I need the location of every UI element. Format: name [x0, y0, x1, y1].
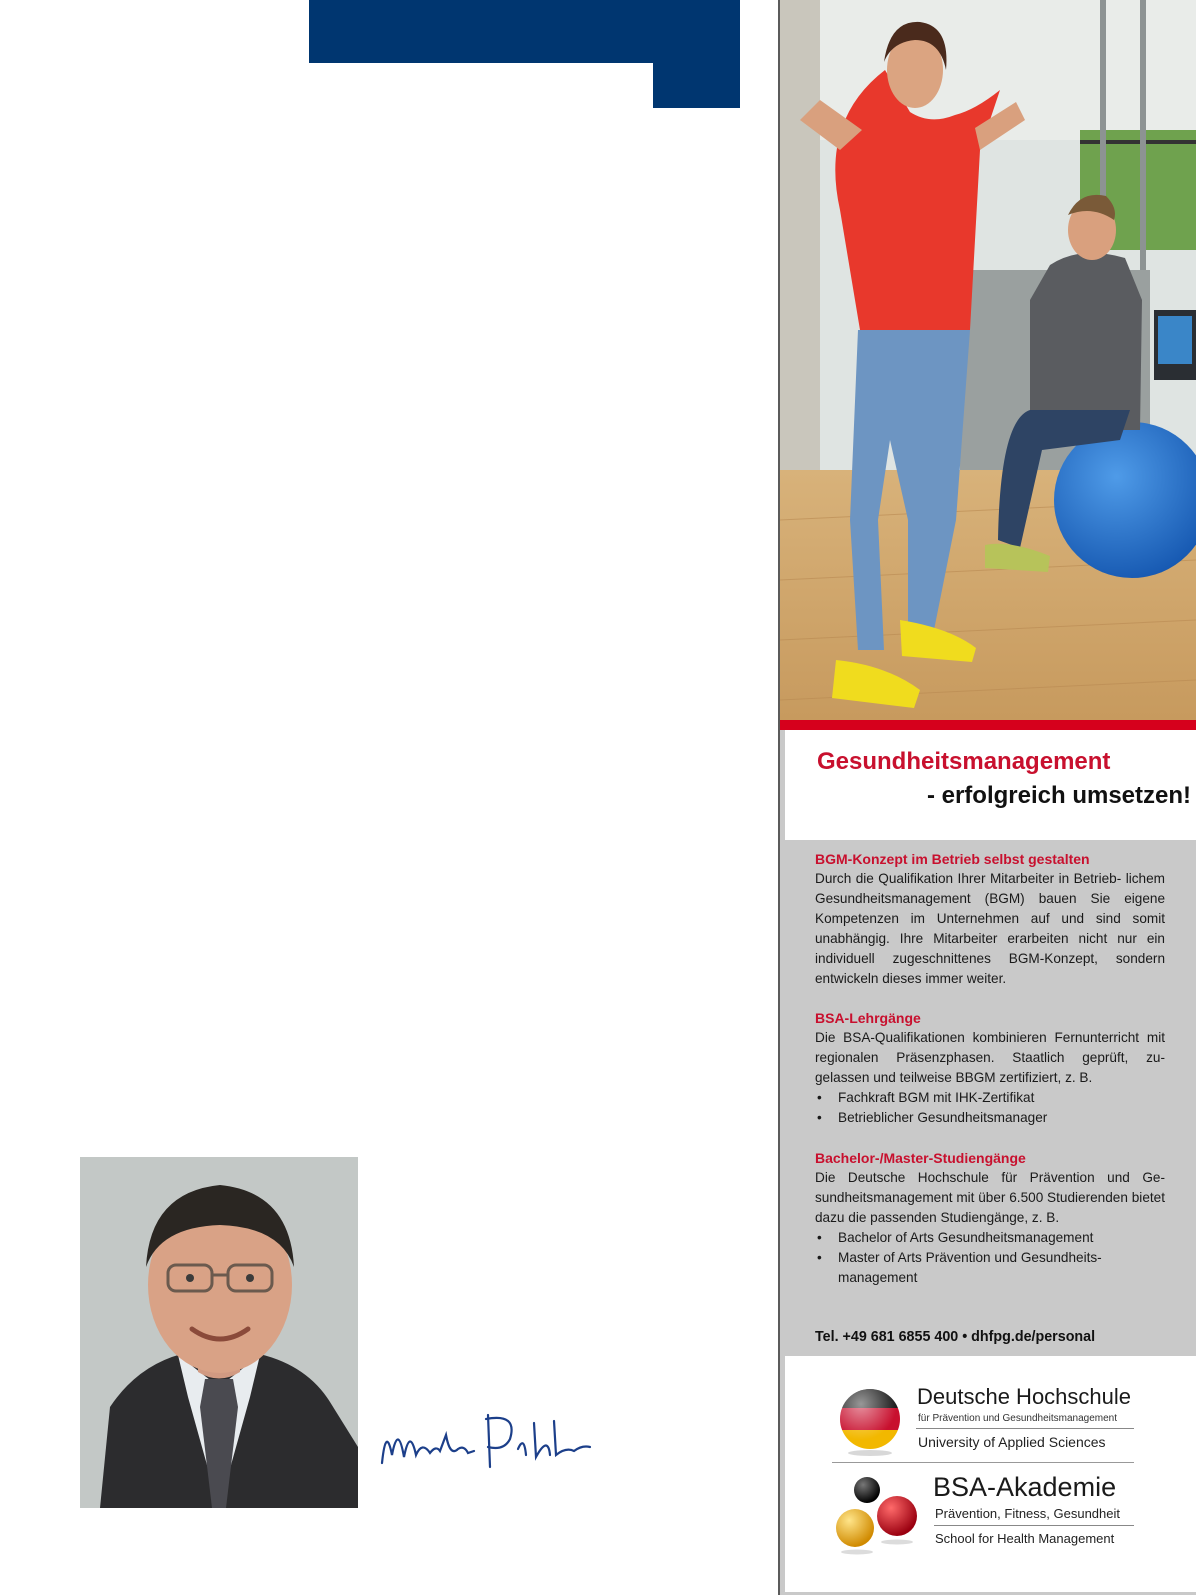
handwritten-signature: [378, 1405, 598, 1485]
dh-logo-name: Deutsche Hochschule: [917, 1384, 1132, 1409]
text-line: gelassen und teilweise BBGM zertifiziert, z. B.: [815, 1070, 1093, 1086]
bsa-course-list: [815, 1088, 1165, 1128]
bsa-logo-subtitle: Prävention, Fitness, Gesundheit: [935, 1506, 1120, 1521]
bsa-logo-tagline: School for Health Management: [935, 1531, 1115, 1546]
header-blue-bar: [309, 0, 740, 63]
divider: [934, 1525, 1134, 1526]
office-fitness-photo: [780, 0, 1196, 720]
divider: [832, 1462, 1134, 1463]
ad-body-copy: [815, 849, 1165, 1287]
list-item: • Fachkraft BGM mit IHK-Zertifikat: [815, 1088, 1165, 1108]
section-text-bgm: [815, 869, 1165, 988]
bgm-advertisement: [780, 0, 1196, 1595]
text-line: eigene Kompetenzen im Unternehmen auf und sind: [815, 890, 1166, 926]
list-item: • Bachelor of Arts Gesundheitsmanagement: [815, 1228, 1165, 1248]
red-accent-stripe: [780, 720, 1196, 730]
section-heading-bgm: BGM-Konzept im Betrieb selbst gestalten: [815, 851, 1090, 867]
divider: [916, 1428, 1134, 1429]
headline-box: [785, 730, 1196, 840]
section-heading-studies: Bachelor-/Master-Studiengänge: [815, 1149, 1026, 1166]
text-line: sondern entwickeln dieses immer weiter.: [815, 950, 1165, 986]
text-line: mit regionalen Präsenzphasen. Staatlich geprüft, zu-: [815, 1030, 1166, 1066]
logo-panel: [785, 1356, 1196, 1592]
text-line: Durch die Qualifikation Ihrer Mitarbeiter in Betrieb-: [815, 871, 1122, 886]
section-text-studies: [815, 1168, 1165, 1228]
list-item-line: Master of Arts Prävention und Gesundheits-: [838, 1249, 1102, 1265]
list-item: [815, 1248, 1165, 1288]
section-heading-bsa: BSA-Lehrgänge: [815, 1010, 921, 1027]
list-item: • Betrieblicher Gesundheitsmanager: [815, 1108, 1165, 1128]
text-line: sundheitsmanagement mit über 6.500 Studierenden: [815, 1189, 1128, 1205]
header-blue-tab: [653, 63, 740, 108]
text-line: bietet dazu die passenden Studiengänge, z. B.: [815, 1189, 1165, 1225]
bsa-balls-icon: [835, 1476, 919, 1556]
headline-primary: Gesundheitsmanagement: [817, 748, 1111, 775]
dh-logo-tagline: University of Applied Sciences: [918, 1434, 1106, 1450]
text-line: lichem Gesundheitsmanagement (BGM) bauen Sie: [815, 871, 1165, 906]
contact-line[interactable]: Tel. +49 681 6855 400 • dhfpg.de/personal: [815, 1329, 1096, 1345]
text-line: nur ein individuell zugeschnittenes BGM-Konzept,: [815, 930, 1165, 966]
bsa-logo-name: BSA-Akademie: [933, 1472, 1117, 1502]
dh-globe-icon: [837, 1386, 903, 1456]
author-portrait: [80, 1157, 358, 1508]
text-line: Die BSA-Qualifikationen kombinieren Fernunterricht: [815, 1030, 1140, 1046]
headline-secondary: - erfolgreich umsetzen!: [926, 782, 1191, 809]
text-line: Die Deutsche Hochschule für Prävention und Ge-: [815, 1169, 1165, 1185]
dh-logo-subtitle: für Prävention und Gesundheitsmanagement: [918, 1413, 1118, 1424]
text-line: somit unabhängig. Ihre Mitarbeiter erarbeiten nicht: [815, 910, 1165, 946]
study-program-list: [815, 1228, 1165, 1288]
section-text-bsa: [815, 1028, 1165, 1088]
list-item-line: management: [838, 1269, 918, 1285]
